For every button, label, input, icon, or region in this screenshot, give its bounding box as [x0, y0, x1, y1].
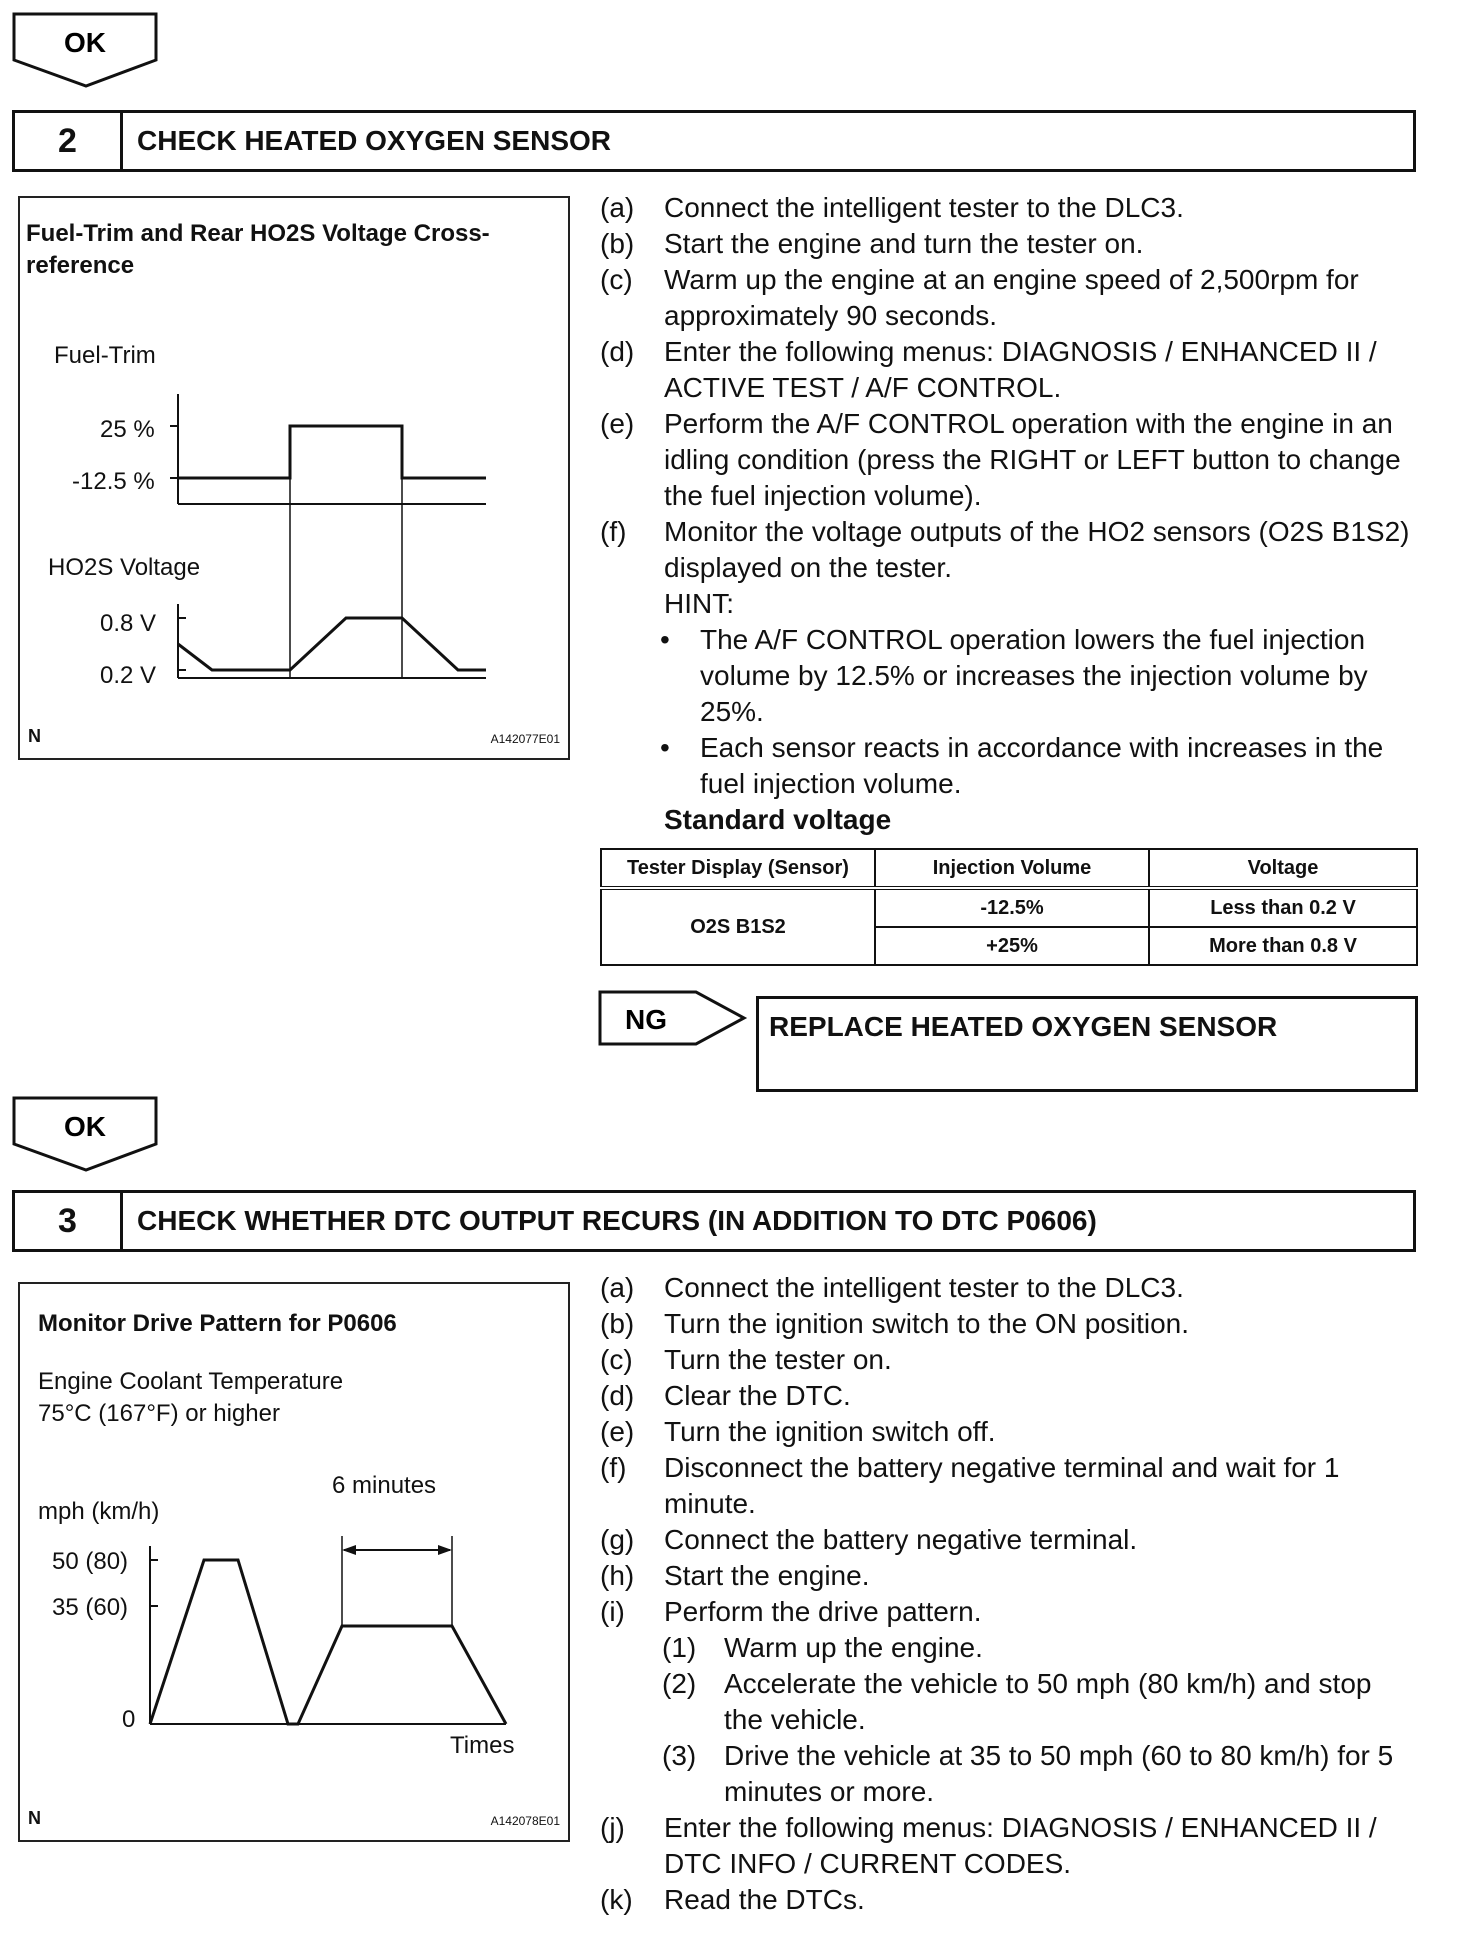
ho2s-label: HO2S Voltage: [48, 554, 201, 581]
drive-pattern-graph: [20, 1284, 568, 1840]
ho2s-trace: [178, 618, 486, 670]
voltage-cell: Less than 0.2 V: [1149, 888, 1417, 927]
y-label-0-8v: 0.8 V: [100, 610, 157, 637]
y-label-25: 25 %: [100, 416, 155, 443]
figure-title: Fuel-Trim and Rear HO2S Voltage Cross-reference: [26, 220, 490, 279]
section-2-header: [12, 110, 1416, 172]
ng-arrow: [598, 990, 748, 1050]
figure-n-mark: N: [28, 1808, 41, 1828]
section-2-number: 2: [15, 113, 123, 169]
figure-fuel-trim: [18, 196, 570, 760]
sensor-cell: O2S B1S2: [601, 888, 875, 965]
injection-cell: -12.5%: [875, 888, 1149, 927]
figure-drive-pattern: [18, 1282, 570, 1842]
y-label-0: 0: [122, 1706, 136, 1733]
ect-line-2: 75°C (167°F) or higher: [38, 1400, 280, 1427]
y-label-0-2v: 0.2 V: [100, 662, 157, 689]
six-minutes-label: 6 minutes: [332, 1472, 437, 1499]
y-label-minus-12-5: -12.5 %: [72, 468, 155, 495]
figure-id: A142077E01: [490, 732, 560, 746]
fuel-trim-label: Fuel-Trim: [54, 342, 156, 369]
ect-line-1: Engine Coolant Temperature: [38, 1368, 344, 1395]
col-header-injection: Injection Volume: [875, 849, 1149, 888]
fuel-trim-graph: [20, 198, 568, 758]
ok-arrow-1: [12, 12, 158, 88]
y-label-50: 50 (80): [52, 1548, 129, 1575]
ng-label: NG: [625, 1004, 667, 1035]
ng-action-box: [756, 996, 1418, 1092]
col-header-sensor: Tester Display (Sensor): [601, 849, 875, 888]
ok-label: OK: [64, 27, 106, 58]
speed-axis-label: mph (km/h): [38, 1498, 160, 1525]
table-row: [601, 888, 1417, 927]
x-axis-label: Times: [450, 1732, 515, 1759]
fuel-trim-trace: [178, 426, 486, 478]
figure-title: Monitor Drive Pattern for P0606: [38, 1310, 397, 1337]
section-3-title: CHECK WHETHER DTC OUTPUT RECURS (IN ADDITION TO DTC P0606): [137, 1205, 1097, 1236]
section-2-title: CHECK HEATED OXYGEN SENSOR: [137, 125, 611, 156]
section-3-header: [12, 1190, 1416, 1252]
injection-cell: +25%: [875, 927, 1149, 965]
standard-voltage-table: [600, 848, 1418, 966]
ng-action-text: REPLACE HEATED OXYGEN SENSOR: [769, 1011, 1278, 1042]
figure-n-mark: N: [28, 726, 41, 746]
y-label-35: 35 (60): [52, 1594, 129, 1621]
figure-id: A142078E01: [490, 1814, 560, 1828]
ok-arrow-2: [12, 1096, 158, 1172]
voltage-cell: More than 0.8 V: [1149, 927, 1417, 965]
col-header-voltage: Voltage: [1149, 849, 1417, 888]
section-3-number: 3: [15, 1193, 123, 1249]
ok-label: OK: [64, 1111, 106, 1142]
